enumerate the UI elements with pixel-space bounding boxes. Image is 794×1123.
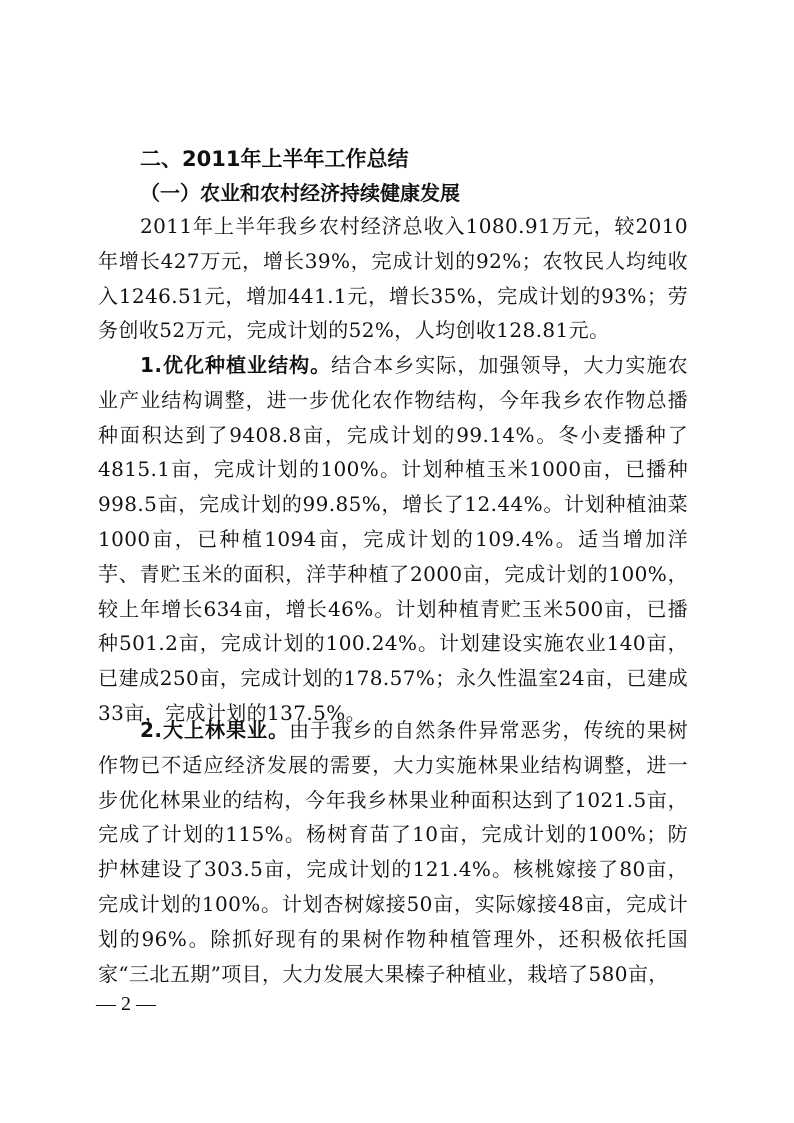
subsection-title: （一）农业和农村经济持续健康发展 xyxy=(140,181,460,205)
paragraph-income-summary: 2011年上半年我乡农村经济总收入1080.91万元，较2010年增长427万元，增长39%，完成计划的92%；农牧民人均纯收入1246.51元，增加441.1元，增长35%，完成计划的93%；劳务创收52万元，完成计划的52%，人均创收128.81元。 xyxy=(98,214,688,343)
paragraph-forestry-fruit xyxy=(98,713,688,991)
paragraph-lead-planting: 1.优化种植业结构。 xyxy=(140,353,332,377)
paragraph-planting-structure xyxy=(98,348,688,731)
page-number: — 2 — xyxy=(96,993,156,1015)
paragraph-text-forestry: 由于我乡的自然条件异常恶劣，传统的果树作物已不适应经济发展的需要，大力实施林果业结构调整，进一步优化林果业的结构，今年我乡林果业种面积达到了1021.5亩，完成了计划的115%。杨树育苗了10亩，完成计划的100%；防护林建设了303.5亩，完成计划的121.4%。核桃嫁接了80亩，完成计划的100%。计划杏树嫁接50亩，实际嫁接48亩，完成计划的96%。除抓好现有的果树作物种植管理外，还积极依托国家“三北五期”项目，大力发展大果榛子种植业，栽培了580亩， xyxy=(98,718,688,986)
section-title: 二、2011年上半年工作总结 xyxy=(140,147,409,171)
paragraph-lead-forestry: 2.大上林果业。 xyxy=(140,718,290,742)
paragraph-text-planting: 结合本乡实际，加强领导，大力实施农业产业结构调整，进一步优化农作物结构，今年我乡农作物总播种面积达到了9408.8亩，完成计划的99.14%。冬小麦播种了4815.1亩，完成计划的100%。计划种植玉米1000亩，已播种998.5亩，完成计划的99.85%，增长了12.44%。计划种植油菜1000亩，已种植1094亩，完成计划的109.4%。适当增加洋芋、青贮玉米的面积，洋芋种植了2000亩，完成计划的100%，较上年增长634亩，增长46%。计划种植青贮玉米500亩，已播种501.2亩，完成计划的100.24%。计划建设实施农业140亩，已建成250亩，完成计划的178.57%；永久性温室24亩，已建成33亩，完成计划的137.5%。 xyxy=(98,353,688,725)
